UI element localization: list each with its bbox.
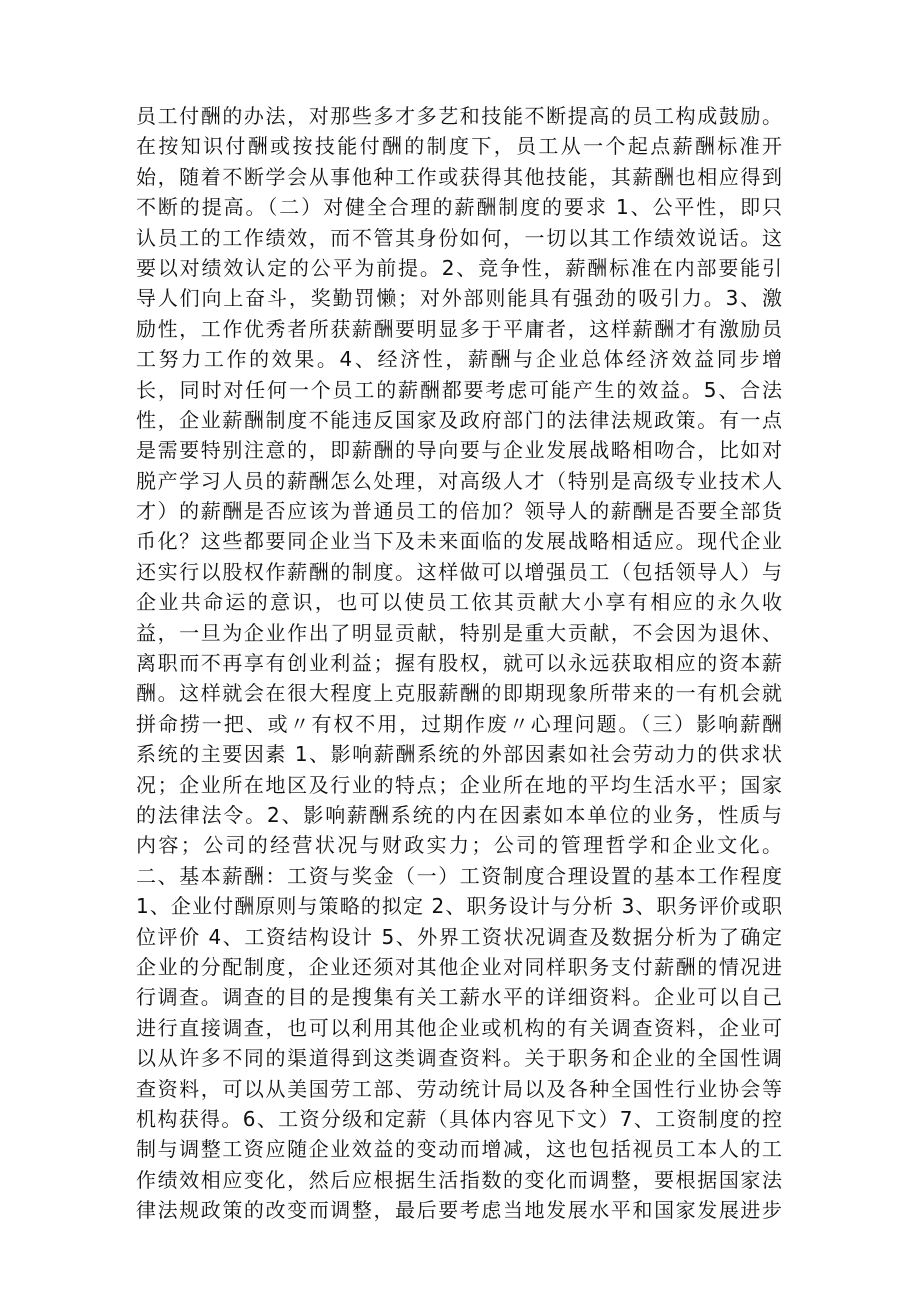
text-line: 律法规政策的改变而调整，最后要考虑当地发展水平和国家发展进步 <box>136 1198 782 1223</box>
text-line: 离职而不再享有创业利益；握有股权，就可以永远获取相应的资本薪 <box>136 651 782 676</box>
text-line: 制与调整工资应随企业效益的变动而增减，这也包括视员工本人的工 <box>136 1137 782 1162</box>
text-line: 拼命捞一把、或〃有权不用，过期作废〃心理问题。（三）影响薪酬 <box>136 711 782 736</box>
text-line: 行调查。调查的目的是搜集有关工薪水平的详细资料。企业可以自己 <box>136 985 782 1010</box>
text-line: 况；企业所在地区及行业的特点；企业所在地的平均生活水平；国家 <box>136 772 782 797</box>
body-text <box>136 101 796 1225</box>
text-line: 员工付酬的办法，对那些多才多艺和技能不断提高的员工构成鼓励。 <box>136 104 782 128</box>
text-line: 的法律法令。2、影响薪酬系统的内在因素如本单位的业务，性质与 <box>136 802 782 827</box>
text-line: 内容；公司的经营状况与财政实力；公司的管理哲学和企业文化。 <box>136 833 782 858</box>
text-line: 进行直接调查，也可以利用其他企业或机构的有关调查资料，企业可 <box>136 1015 782 1040</box>
text-line: 励性，工作优秀者所获薪酬要明显多于平庸者，这样薪酬才有激励员 <box>136 316 782 341</box>
text-line: 查资料，可以从美国劳工部、劳动统计局以及各种全国性行业协会等 <box>136 1076 782 1101</box>
text-line: 脱产学习人员的薪酬怎么处理，对高级人才（特别是高级专业技术人 <box>136 468 782 493</box>
text-line: 长，同时对任何一个员工的薪酬都要考虑可能产生的效益。5、合法 <box>136 377 782 402</box>
text-line: 以从许多不同的渠道得到这类调查资料。关于职务和企业的全国性调 <box>136 1046 782 1071</box>
text-line: 酬。这样就会在很大程度上克服薪酬的即期现象所带来的一有机会就 <box>136 681 782 706</box>
text-line: 始，随着不断学会从事他种工作或获得其他技能，其薪酬也相应得到 <box>136 164 782 189</box>
text-line: 才）的薪酬是否应该为普通员工的倍加？领导人的薪酬是否要全部货 <box>136 499 782 524</box>
text-line: 系统的主要因素 1、影响薪酬系统的外部因素如社会劳动力的供求状 <box>136 742 782 767</box>
text-line: 1、企业付酬原则与策略的拟定 2、职务设计与分析 3、职务评价或职 <box>136 894 782 919</box>
text-line: 工努力工作的效果。4、经济性，薪酬与企业总体经济效益同步增 <box>136 347 782 372</box>
text-line: 要以对绩效认定的公平为前提。2、竞争性，薪酬标准在内部要能引 <box>136 255 782 280</box>
text-line: 企业的分配制度，企业还须对其他企业对同样职务支付薪酬的情况进 <box>136 954 782 979</box>
text-line: 不断的提高。（二）对健全合理的薪酬制度的要求 1、公平性，即只 <box>136 195 782 220</box>
text-line: 是需要特别注意的，即薪酬的导向要与企业发展战略相吻合，比如对 <box>136 438 782 463</box>
text-line: 二、基本薪酬：工资与奖金（一）工资制度合理设置的基本工作程度 <box>136 863 782 888</box>
text-line: 币化？这些都要同企业当下及未来面临的发展战略相适应。现代企业 <box>136 529 782 554</box>
text-line: 在按知识付酬或按技能付酬的制度下，员工从一个起点薪酬标准开 <box>136 134 782 159</box>
text-line: 企业共命运的意识，也可以使员工依其贡献大小享有相应的永久收 <box>136 590 782 615</box>
text-line: 还实行以股权作薪酬的制度。这样做可以增强员工（包括领导人）与 <box>136 559 782 584</box>
text-line: 位评价 4、工资结构设计 5、外界工资状况调查及数据分析为了确定 <box>136 924 782 949</box>
text-line: 导人们向上奋斗，奖勤罚懒；对外部则能具有强劲的吸引力。3、激 <box>136 286 782 311</box>
text-line: 机构获得。6、工资分级和定薪（具体内容见下文）7、工资制度的控 <box>136 1106 782 1131</box>
text-line: 益，一旦为企业作出了明显贡献，特别是重大贡献，不会因为退休、 <box>136 620 782 645</box>
text-line: 认员工的工作绩效，而不管其身份如何，一切以其工作绩效说话。这 <box>136 225 782 250</box>
text-line: 性，企业薪酬制度不能违反国家及政府部门的法律法规政策。有一点 <box>136 407 782 432</box>
text-line: 作绩效相应变化，然后应根据生活指数的变化而调整，要根据国家法 <box>136 1167 782 1192</box>
